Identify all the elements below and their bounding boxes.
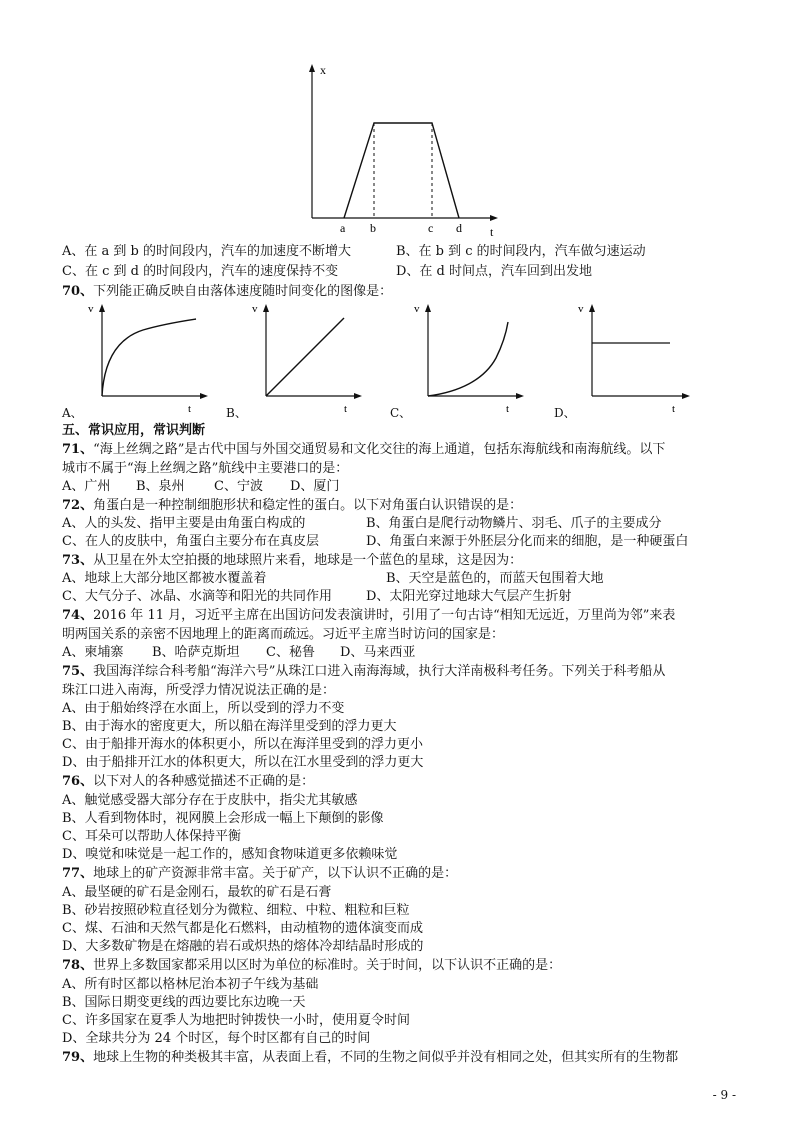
q69-option-a: A、在 a 到 b 的时间段内，汽车的加速度不断增大 [62, 244, 351, 259]
q73-text: 从卫星在外太空拍摄的地球照片来看，地球是一个蓝色的星球，这是因为： [93, 553, 523, 568]
q73-number: 73、 [62, 553, 94, 568]
q71-option-a: A、广州 [62, 479, 111, 494]
q74-option-a: A、柬埔寨 [62, 645, 124, 660]
q76-number: 76、 [62, 774, 94, 789]
q76-option-c: C、耳朵可以帮助人体保持平衡 [62, 829, 241, 844]
q71-number: 71、 [62, 442, 94, 457]
q72-number: 72、 [62, 498, 94, 513]
curve-c [428, 322, 508, 396]
xt-tick-d: d [456, 221, 462, 235]
q71-question [62, 441, 665, 459]
q77-option-b: B、砂岩按照砂粒直径划分为微粒、细粒、中粒、粗粒和巨粒 [62, 903, 410, 918]
v-t-graph-d [578, 300, 690, 418]
xt-x-arrow [490, 215, 498, 221]
xt-tick-a: a [340, 221, 346, 235]
svg-text:v: v [88, 303, 94, 315]
graph-label-c: C、 [390, 406, 412, 420]
xt-tick-b: b [370, 221, 376, 235]
q74-number: 74、 [62, 608, 94, 623]
q69-option-d: D、在 d 时间点，汽车回到出发地 [396, 264, 593, 279]
q70-text: 下列能正确反映自由落体速度随时间变化的图像是： [93, 284, 393, 299]
q73-option-a: A、地球上大部分地区都被水覆盖着 [62, 571, 267, 586]
q70-question [62, 283, 392, 301]
q79-question [62, 1049, 678, 1067]
q74-option-b: B、哈萨克斯坦 [152, 645, 240, 660]
q78-question [62, 957, 561, 975]
q75-question [62, 663, 665, 681]
q73-option-b: B、天空是蓝色的，而蓝天包围着大地 [386, 571, 604, 586]
v-t-graph-c [414, 300, 524, 418]
q76-option-b: B、人看到物体时，视网膜上会形成一幅上下颠倒的影像 [62, 811, 384, 826]
q74-line2: 明两国关系的亲密不因地理上的距离而疏远。习近平主席当时访问的国家是： [62, 627, 505, 642]
q69-option-c: C、在 c 到 d 的时间段内，汽车的速度保持不变 [62, 264, 339, 279]
q76-text: 以下对人的各种感觉描述不正确的是： [93, 774, 315, 789]
q71-line1: “海上丝绸之路”是古代中国与外国交通贸易和文化交往的海上通道，包括东海航线和南海航线。以下 [93, 442, 666, 457]
svg-text:t: t [188, 403, 192, 415]
svg-text:v: v [252, 303, 258, 315]
q71-option-d: D、厦门 [290, 479, 340, 494]
q73-question [62, 552, 522, 570]
q78-number: 78、 [62, 958, 94, 973]
q76-option-a: A、触觉感受器大部分存在于皮肤中，指尖尤其敏感 [62, 793, 358, 808]
q71-option-b: B、泉州 [136, 479, 185, 494]
q77-text: 地球上的矿产资源非常丰富。关于矿产，以下认识不正确的是： [93, 866, 458, 881]
q69-option-b: B、在 b 到 c 的时间段内，汽车做匀速运动 [396, 244, 646, 259]
svg-text:v: v [414, 303, 420, 315]
page-number: - 9 - [712, 1088, 736, 1102]
xt-curve [344, 123, 459, 218]
q72-option-c: C、在人的皮肤中，角蛋白主要分布在真皮层 [62, 534, 319, 549]
section-title: 五、常识应用，常识判断 [62, 423, 206, 438]
q75-option-d: D、由于船排开江水的体积更大，所以在江水里受到的浮力更大 [62, 755, 424, 770]
q72-option-b: B、角蛋白是爬行动物鳞片、羽毛、爪子的主要成分 [366, 516, 662, 531]
q77-number: 77、 [62, 866, 94, 881]
svg-text:t: t [344, 403, 348, 415]
q77-question [62, 865, 457, 883]
q77-option-c: C、煤、石油和天然气都是化石燃料，由动植物的遗体演变而成 [62, 921, 423, 936]
graph-label-b: B、 [226, 406, 247, 420]
q70-number: 70、 [62, 284, 94, 299]
svg-text:t: t [506, 403, 510, 415]
q75-number: 75、 [62, 664, 94, 679]
xt-y-label: x [320, 63, 326, 77]
q74-line1: 2016 年 11 月，习近平主席在出国访问发表演讲时，引用了一句古诗“相知无远近，万里尚为邻”来表 [93, 608, 676, 623]
svg-text:t: t [672, 403, 676, 415]
q74-option-d: D、马来西亚 [340, 645, 416, 660]
q74-question [62, 607, 675, 625]
q77-option-d: D、大多数矿物是在熔融的岩石或炽热的熔体冷却结晶时形成的 [62, 939, 424, 954]
q76-option-d: D、嗅觉和味觉是一起工作的，感知食物味道更多依赖味觉 [62, 847, 398, 862]
curve-a [102, 319, 196, 396]
q78-option-c: C、许多国家在夏季人为地把时钟拨快一小时，使用夏令时间 [62, 1013, 410, 1028]
q79-number: 79、 [62, 1050, 94, 1065]
q71-option-c: C、宁波 [214, 479, 263, 494]
q75-line2: 珠江口进入南海，所受浮力情况说法正确的是： [62, 683, 336, 698]
q72-text: 角蛋白是一种控制细胞形状和稳定性的蛋白。以下对角蛋白认识错误的是： [93, 498, 523, 513]
q78-option-d: D、全球共分为 24 个时区，每个时区都有自己的时间 [62, 1031, 371, 1046]
svg-text:v: v [578, 303, 584, 315]
q78-text: 世界上多数国家都采用以区时为单位的标准时。关于时间，以下认识不正确的是： [93, 958, 562, 973]
graph-label-d: D、 [554, 406, 576, 420]
curve-b [266, 318, 344, 396]
xt-tick-c: c [428, 221, 434, 235]
q71-line2: 城市不属于“海上丝绸之路”航线中主要港口的是： [62, 461, 349, 476]
q73-option-c: C、大气分子、冰晶、水滴等和阳光的共同作用 [62, 589, 332, 604]
xt-y-arrow [309, 64, 315, 72]
q75-line1: 我国海洋综合科考船“海洋六号”从珠江口进入南海海域，执行大洋南极科考任务。下列关于科考船从 [93, 664, 666, 679]
xt-x-label: t [490, 225, 494, 239]
q79-text: 地球上生物的种类极其丰富，从表面上看，不同的生物之间似乎并没有相同之处，但其实所有的生物都 [93, 1050, 679, 1065]
v-t-graph-a [88, 300, 208, 418]
q75-option-c: C、由于船排开海水的体积更小，所以在海洋里受到的浮力更小 [62, 737, 423, 752]
q73-option-d: D、太阳光穿过地球大气层产生折射 [366, 589, 572, 604]
q75-option-b: B、由于海水的密度更大，所以船在海洋里受到的浮力更大 [62, 719, 397, 734]
q72-option-d: D、角蛋白来源于外胚层分化而来的细胞，是一种硬蛋白 [366, 534, 689, 549]
xt-graph [296, 60, 506, 240]
q72-option-a: A、人的头发、指甲主要是由角蛋白构成的 [62, 516, 306, 531]
q75-option-a: A、由于船始终浮在水面上，所以受到的浮力不变 [62, 701, 345, 716]
q77-option-a: A、最坚硬的矿石是金刚石，最软的矿石是石膏 [62, 885, 332, 900]
q76-question [62, 773, 314, 791]
q78-option-b: B、国际日期变更线的西边要比东边晚一天 [62, 995, 306, 1010]
q74-option-c: C、秘鲁 [266, 645, 315, 660]
graph-label-a: A、 [62, 406, 83, 420]
q78-option-a: A、所有时区都以格林尼治本初子午线为基础 [62, 977, 319, 992]
v-t-graph-b [252, 300, 362, 418]
q72-question [62, 497, 522, 515]
